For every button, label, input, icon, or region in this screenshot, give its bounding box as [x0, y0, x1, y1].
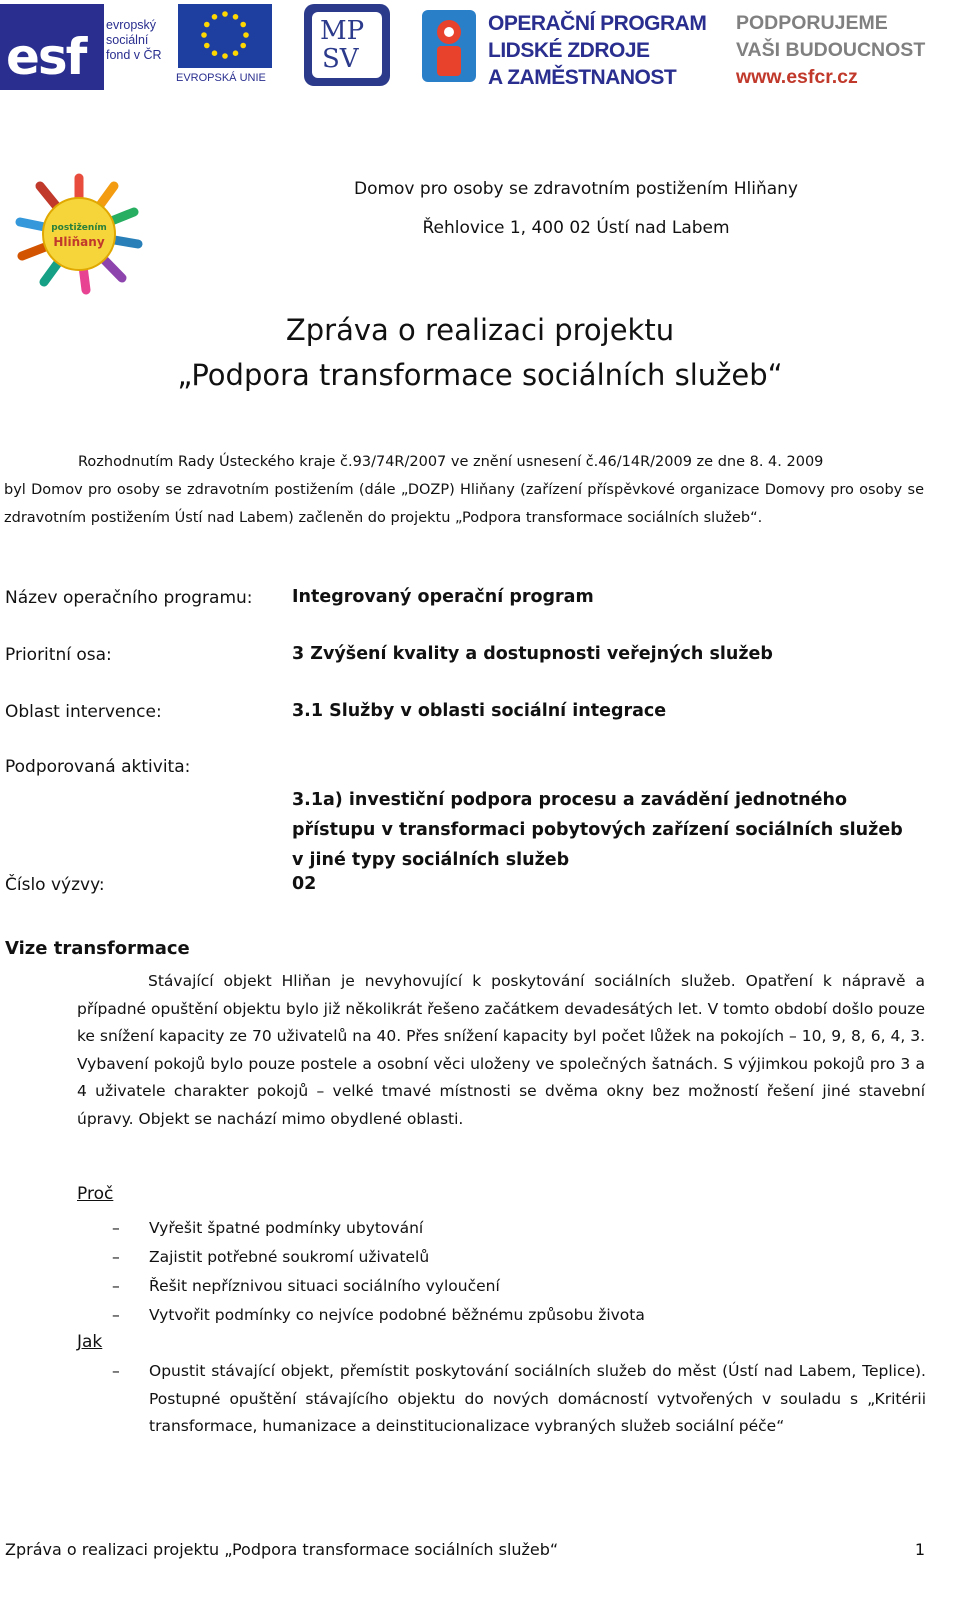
activity-label: Podporovaná aktivita:: [5, 757, 191, 777]
eu-label: EVROPSKÁ UNIE: [176, 72, 266, 84]
intro-paragraph: [4, 448, 924, 532]
footer-text: Zpráva o realizaci projektu „Podpora transformace sociálních služeb“: [5, 1540, 559, 1559]
area-label: Oblast intervence:: [5, 702, 162, 722]
support-slogan-line: PODPORUJEME: [736, 12, 888, 34]
project-title: „Podpora transformace sociálních služeb“: [177, 358, 783, 392]
vize-heading: Vize transformace: [5, 938, 190, 959]
op-program-line: A ZAMĚSTNANOST: [488, 66, 677, 89]
esf-logo: [0, 4, 104, 90]
eu-flag-icon: [178, 4, 272, 68]
vize-paragraph: [77, 968, 925, 1133]
svg-text:postižením: postižením: [51, 223, 107, 233]
op-program-text: [488, 10, 706, 91]
svg-text:Hliňany: Hliňany: [53, 235, 105, 249]
mpsv-logo-top: MP: [320, 16, 365, 46]
jak-list: [112, 1358, 926, 1441]
activity-value-line: 3.1a) investiční podpora procesu a zavádění jednotného: [292, 790, 847, 810]
op-program-line: LIDSKÉ ZDROJE: [488, 39, 650, 62]
op-puzzle-icon: [418, 6, 480, 86]
intro-rest: byl Domov pro osoby se zdravotním postižením (dále „DOZP) Hliňany (zařízení příspěvkové organizace Domovy pro osoby se zdravotním postižením Ústí nad Labem) začleněn do projektu „Podpora transformace sociálních služeb“.: [4, 482, 924, 526]
jak-heading: Jak: [77, 1332, 103, 1352]
area-value: 3.1 Služby v oblasti sociální integrace: [292, 701, 667, 721]
organization-address: Řehlovice 1, 400 02 Ústí nad Labem: [422, 218, 730, 238]
vize-text: Stávající objekt Hliňan je nevyhovující k poskytování sociálních služeb. Opatření k nápravě a případné opuštění objektu bylo již několikrát řešeno začátkem devadesátých let. V tomto období došlo pouze ke snížení kapacity ze 70 uživatelů na 40. Přes snížení kapacity byl počet lůžek na pokojích – 10, 9, 8, 6, 4, 3. Vybavení pokojů bylo pouze postele a osobní věci uloženy ve společných šatnách. S výjimkou pokojů pro 3 a 4 uživatele charakter pokojů – velké tmavé místnosti se dvěma okny bez možností řešení jiné stavební úpravy. Objekt se nachází mimo obydlené oblasti.: [77, 972, 925, 1128]
page-footer: [5, 1540, 925, 1559]
axis-value: 3 Zvýšení kvality a dostupnosti veřejných služeb: [292, 644, 773, 664]
proc-heading: Proč: [77, 1184, 114, 1204]
list-item: – Řešit nepříznivou situaci sociálního vyloučení: [112, 1272, 926, 1301]
op-program-line: OPERAČNÍ PROGRAM: [488, 12, 707, 35]
call-value: 02: [292, 874, 317, 894]
activity-value: [292, 785, 903, 875]
report-title: Zpráva o realizaci projektu: [285, 313, 675, 347]
list-item: – Zajistit potřebné soukromí uživatelů: [112, 1243, 926, 1272]
call-label: Číslo výzvy:: [5, 875, 105, 895]
esf-subtitle: [106, 18, 162, 63]
axis-label: Prioritní osa:: [5, 645, 112, 665]
esf-subtitle-line: fond v ČR: [106, 48, 162, 62]
list-item: – Opustit stávající objekt, přemístit poskytování sociálních služeb do měst (Ústí nad Labem, Teplice). Postupné opuštění stávajícího objektu do nových domácností vytvořených v souladu s „Kritérii transformace, humanizace a deinstitucionalizace vybraných služeb sociální péče“: [112, 1358, 926, 1441]
support-slogan-line: VAŠI BUDOUCNOST: [736, 39, 926, 61]
program-value: Integrovaný operační program: [292, 587, 594, 607]
list-item: – Vyřešit špatné podmínky ubytování: [112, 1214, 926, 1243]
esf-subtitle-line: sociální: [106, 33, 149, 47]
support-slogan: [736, 10, 925, 91]
activity-value-line: v jiné typy sociálních služeb: [292, 850, 570, 870]
logo-banner: [0, 0, 960, 95]
support-url[interactable]: www.esfcr.cz: [736, 66, 858, 88]
organization-name: Domov pro osoby se zdravotním postižením Hliňany: [353, 179, 798, 199]
activity-value-line: přístupu v transformaci pobytových zařízení sociálních služeb: [292, 820, 903, 840]
page-number: 1: [914, 1540, 925, 1559]
intro-first-line: Rozhodnutím Rady Ústeckého kraje č.93/74R/2007 ve znění usnesení č.46/14R/2009 ze dne 8. 4. 2009: [78, 454, 824, 470]
esf-logo-text: esf: [6, 28, 86, 86]
proc-list: [112, 1214, 926, 1330]
mpsv-logo-bottom: SV: [322, 44, 359, 74]
program-label: Název operačního programu:: [5, 588, 253, 608]
list-item: – Vytvořit podmínky co nejvíce podobné běžnému způsobu života: [112, 1301, 926, 1330]
mpsv-logo: [304, 4, 390, 86]
esf-subtitle-line: evropský: [106, 18, 157, 32]
